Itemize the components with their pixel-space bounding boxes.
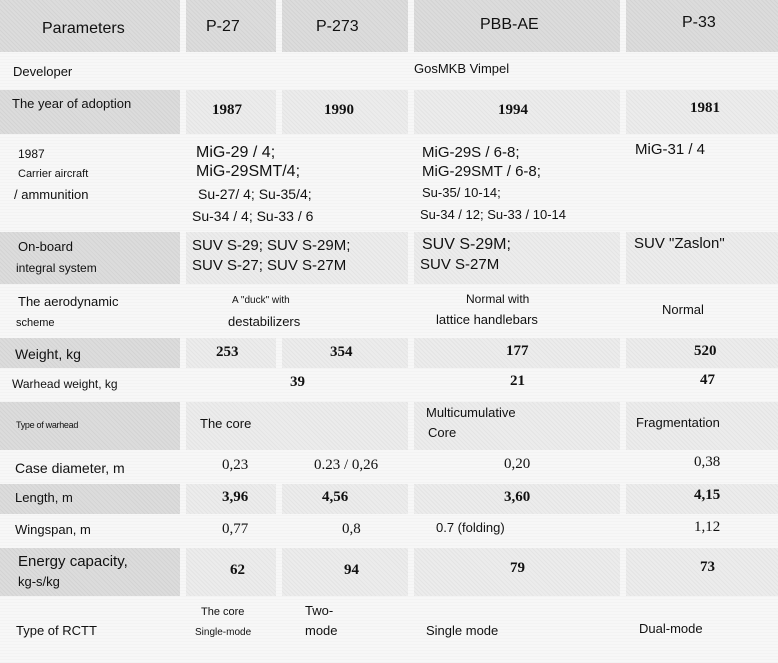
aero-a1: A "duck" with bbox=[232, 295, 290, 306]
rctt-b1: Two- bbox=[305, 603, 334, 618]
carrier-b4: Su-34 / 12; Su-33 / 10-14 bbox=[420, 207, 566, 222]
rctt-a1: The core bbox=[201, 606, 245, 618]
row-weight bbox=[0, 338, 778, 368]
rctt-c4: Dual-mode bbox=[639, 621, 703, 636]
year-p27: 1987 bbox=[212, 102, 242, 118]
label-ammunition: / ammunition bbox=[14, 187, 89, 202]
diameter-p273: 0.23 / 0,26 bbox=[314, 457, 379, 473]
header-parameters: Parameters bbox=[42, 20, 125, 37]
year-p33: 1981 bbox=[690, 100, 720, 116]
row-onboard bbox=[0, 232, 778, 284]
label-energy-unit: kg-s/kg bbox=[18, 574, 60, 589]
onboard-a1: SUV S-29; SUV S-29M; bbox=[192, 237, 351, 254]
rctt-a2: Single-mode bbox=[195, 627, 252, 638]
carrier-c1: MiG-31 / 4 bbox=[635, 141, 706, 158]
carrier-a2: MiG-29SMT/4; bbox=[196, 163, 301, 180]
header-pbbae: PBB-AE bbox=[480, 16, 539, 33]
label-wingspan: Wingspan, m bbox=[15, 522, 91, 537]
aero-b2: lattice handlebars bbox=[436, 312, 538, 327]
label-warhead-type: Type of warhead bbox=[16, 420, 79, 430]
weight-p33: 520 bbox=[694, 343, 717, 359]
carrier-b3: Su-35/ 10-14; bbox=[422, 185, 501, 200]
label-weight: Weight, kg bbox=[15, 346, 81, 362]
carrier-a3: Su-27/ 4; Su-35/4; bbox=[198, 186, 312, 202]
label-carrier: Carrier aircraft bbox=[18, 168, 89, 180]
rctt-b2: mode bbox=[305, 623, 338, 638]
warhead-type-a1: The core bbox=[200, 416, 252, 431]
label-aerodynamic: The aerodynamic bbox=[18, 294, 119, 309]
onboard-a2: SUV S-27; SUV S-27M bbox=[192, 257, 347, 274]
label-onboard: On-board bbox=[18, 239, 73, 254]
diameter-pbbae: 0,20 bbox=[504, 456, 531, 472]
warhead-weight-pbbae: 21 bbox=[510, 373, 525, 389]
onboard-b1: SUV S-29M; bbox=[422, 236, 511, 253]
aero-c1: Normal bbox=[662, 302, 704, 317]
rctt-c3: Single mode bbox=[426, 623, 499, 638]
energy-p33: 73 bbox=[700, 559, 715, 575]
wingspan-p33: 1,12 bbox=[694, 519, 721, 535]
header-p33: P-33 bbox=[682, 14, 716, 31]
label-length: Length, m bbox=[15, 490, 73, 505]
length-p33: 4,15 bbox=[694, 487, 721, 503]
warhead-type-c1: Fragmentation bbox=[636, 415, 720, 430]
wingspan-p27: 0,77 bbox=[222, 521, 249, 537]
header-p273: P-273 bbox=[316, 18, 359, 35]
aero-b1: Normal with bbox=[466, 292, 530, 306]
label-rctt: Type of RCTT bbox=[16, 623, 97, 638]
label-carrier-year: 1987 bbox=[18, 147, 45, 161]
energy-p273: 94 bbox=[344, 562, 359, 578]
row-rctt bbox=[0, 598, 778, 660]
row-warhead-type bbox=[0, 402, 778, 450]
row-length bbox=[0, 484, 778, 514]
label-energy: Energy capacity, bbox=[18, 553, 128, 570]
length-p273: 4,56 bbox=[322, 489, 349, 505]
row-developer bbox=[0, 56, 778, 86]
warhead-weight-p33: 47 bbox=[700, 372, 715, 388]
aero-a2: destabilizers bbox=[228, 314, 301, 329]
row-diameter bbox=[0, 452, 778, 482]
year-pbbae: 1994 bbox=[498, 102, 528, 118]
header-p27: P-27 bbox=[206, 18, 240, 35]
length-pbbae: 3,60 bbox=[504, 489, 531, 505]
label-warhead-weight: Warhead weight, kg bbox=[12, 377, 118, 391]
onboard-b2: SUV S-27M bbox=[420, 256, 500, 273]
warhead-weight-p27-p273: 39 bbox=[290, 374, 305, 390]
row-warhead-weight bbox=[0, 370, 778, 400]
label-scheme: scheme bbox=[16, 317, 55, 329]
row-carrier bbox=[0, 138, 778, 230]
length-p27: 3,96 bbox=[222, 489, 249, 505]
label-diameter: Case diameter, m bbox=[15, 460, 125, 476]
onboard-c1: SUV "Zaslon" bbox=[634, 235, 725, 252]
energy-pbbae: 79 bbox=[510, 560, 525, 576]
carrier-b1: MiG-29S / 6-8; bbox=[422, 144, 520, 161]
warhead-type-b1: Multicumulative bbox=[426, 405, 516, 420]
diameter-p33: 0,38 bbox=[694, 454, 721, 470]
row-aero bbox=[0, 288, 778, 336]
label-year: The year of adoption bbox=[12, 96, 132, 111]
carrier-a1: MiG-29 / 4; bbox=[196, 144, 276, 161]
label-developer: Developer bbox=[13, 64, 73, 79]
row-wingspan bbox=[0, 516, 778, 546]
weight-p27: 253 bbox=[216, 344, 239, 360]
warhead-type-b2: Core bbox=[428, 425, 457, 440]
value-developer: GosMKB Vimpel bbox=[414, 61, 510, 76]
energy-p27: 62 bbox=[230, 562, 245, 578]
weight-pbbae: 177 bbox=[506, 343, 529, 359]
carrier-b2: MiG-29SMT / 6-8; bbox=[422, 163, 541, 180]
wingspan-p273: 0,8 bbox=[342, 521, 361, 537]
row-year bbox=[0, 90, 778, 134]
row-energy bbox=[0, 548, 778, 596]
label-integral-system: integral system bbox=[16, 261, 97, 275]
weight-p273: 354 bbox=[330, 344, 353, 360]
diameter-p27: 0,23 bbox=[222, 457, 249, 473]
header-row bbox=[0, 0, 778, 52]
wingspan-pbbae: 0.7 (folding) bbox=[436, 520, 505, 535]
carrier-a4: Su-34 / 4; Su-33 / 6 bbox=[192, 208, 314, 224]
year-p273: 1990 bbox=[324, 102, 354, 118]
